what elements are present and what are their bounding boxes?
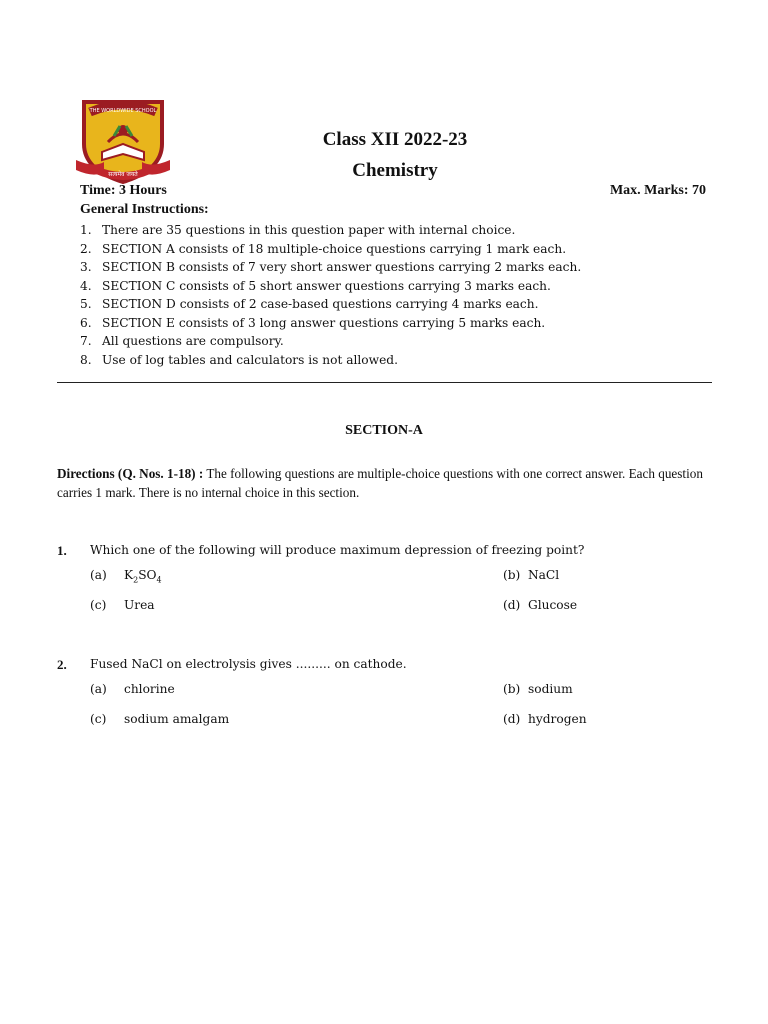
option-label: (d) — [503, 598, 521, 612]
instruction-item — [80, 295, 581, 314]
instruction-number: 8. — [80, 352, 92, 367]
paper-title: Class XII 2022-23 — [322, 129, 468, 150]
instruction-number: 4. — [80, 278, 92, 293]
instruction-number: 3. — [80, 260, 92, 274]
instruction-item — [80, 258, 581, 277]
option-label: (c) — [90, 712, 107, 726]
time-label: Time: 3 Hours — [80, 183, 167, 198]
option-text: $K_2SO_4$ — [124, 568, 162, 585]
instruction-item — [80, 240, 581, 259]
option-c — [90, 712, 229, 726]
instruction-number: 2. — [80, 241, 92, 256]
instruction-text: Use of log tables and calculators is not allowed. — [102, 352, 398, 367]
option-a — [90, 682, 175, 696]
instructions-heading: General Instructions: — [80, 202, 209, 217]
instruction-item — [80, 332, 581, 351]
instruction-text: SECTION B consists of 7 very short answer questions carrying 2 marks each. — [102, 260, 582, 274]
horizontal-divider — [57, 382, 712, 383]
option-b — [503, 568, 559, 582]
instruction-item — [80, 277, 581, 296]
instruction-number: 5. — [80, 297, 92, 311]
option-text: chlorine — [124, 682, 175, 696]
crest-motto: सत्यमेव जयते — [108, 171, 138, 178]
option-label: (b) — [503, 568, 521, 582]
option-text: hydrogen — [528, 712, 587, 726]
question-text: Fused NaCl on electrolysis gives ......... on cathode. — [90, 657, 407, 671]
section-directions — [57, 464, 717, 502]
question-text: Which one of the following will produce maximum depression of freezing point? — [90, 543, 585, 557]
directions-label: Directions (Q. Nos. 1-18) : — [57, 466, 204, 481]
option-text: sodium — [528, 682, 573, 696]
crest-band-text: THE WORLDWIDE SCHOOL — [89, 108, 157, 114]
option-c — [90, 598, 155, 612]
instruction-item — [80, 221, 581, 240]
option-b — [503, 682, 573, 696]
option-text: Urea — [124, 598, 155, 612]
option-label: (c) — [90, 598, 107, 612]
option-d — [503, 712, 587, 726]
instruction-text: SECTION E consists of 3 long answer questions carrying 5 marks each. — [102, 315, 546, 330]
question-number: 1. — [57, 543, 67, 558]
option-text: Glucose — [528, 598, 578, 612]
option-label: (b) — [503, 682, 521, 696]
instruction-number: 6. — [80, 315, 92, 330]
instruction-text: SECTION C consists of 5 short answer questions carrying 3 marks each. — [102, 278, 551, 293]
option-label: (a) — [90, 568, 107, 582]
instruction-item — [80, 351, 581, 370]
option-text: sodium amalgam — [124, 712, 230, 726]
instruction-number: 1. — [80, 223, 92, 237]
instruction-item — [80, 314, 581, 333]
question-number: 2. — [57, 657, 67, 672]
instruction-text: All questions are compulsory. — [102, 334, 284, 348]
instruction-number: 7. — [80, 334, 92, 348]
option-label: (a) — [90, 682, 107, 696]
option-a — [90, 568, 162, 584]
section-title: SECTION-A — [345, 423, 423, 438]
instruction-text: SECTION A consists of 18 multiple-choice questions carrying 1 mark each. — [102, 241, 567, 256]
option-text: NaCl — [528, 568, 560, 582]
option-d — [503, 598, 577, 612]
instructions-list — [80, 221, 581, 369]
instruction-text: There are 35 questions in this question paper with internal choice. — [102, 223, 516, 237]
option-label: (d) — [503, 712, 521, 726]
directions-text: The following questions are multiple-choice questions with one correct answer. Each question carries 1 mark. There is no internal choice in this section. — [57, 466, 703, 500]
subject-title: Chemistry — [352, 160, 438, 181]
instruction-text: SECTION D consists of 2 case-based questions carrying 4 marks each. — [102, 297, 539, 311]
max-marks-label: Max. Marks: 70 — [609, 183, 706, 198]
